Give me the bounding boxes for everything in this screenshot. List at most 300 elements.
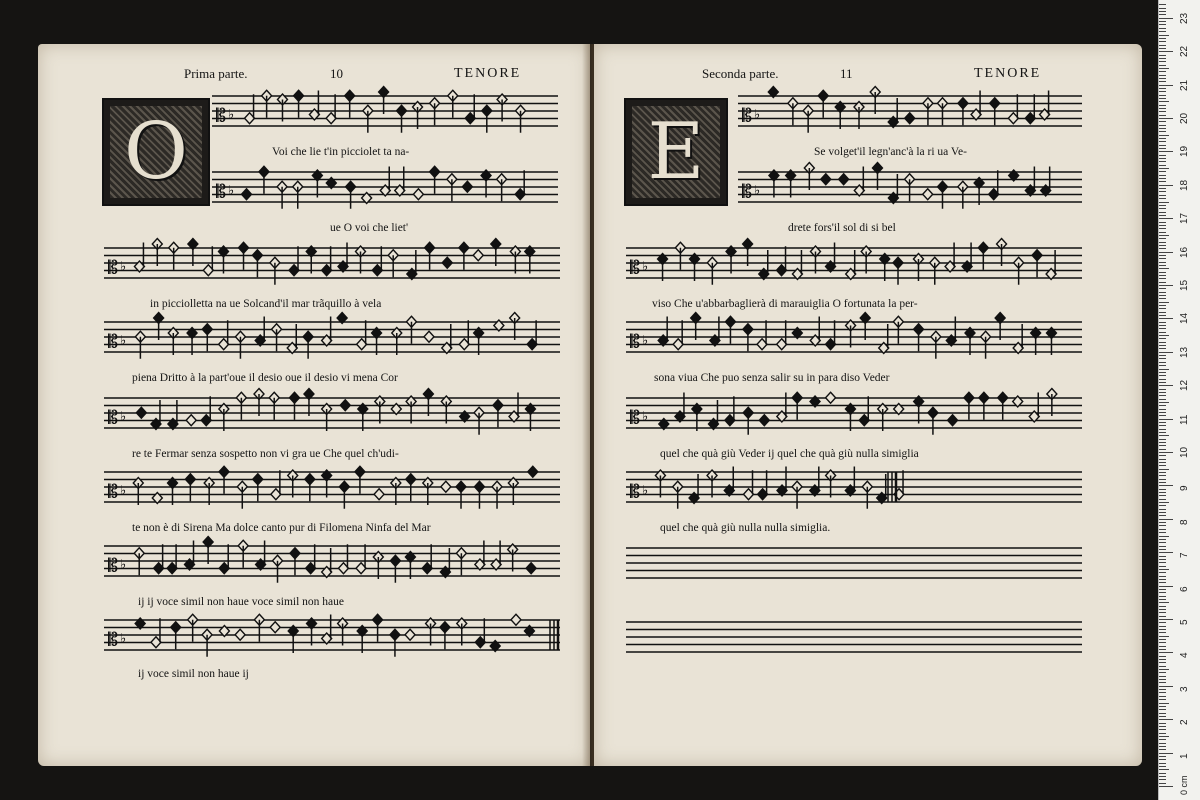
ruler-tick (1159, 512, 1166, 513)
ruler-tick (1159, 305, 1166, 306)
note-head (242, 189, 252, 200)
ruler-tick (1159, 385, 1173, 386)
ruler-tick (1159, 155, 1166, 156)
ruler-tick (1159, 422, 1166, 423)
ruler-tick (1159, 345, 1166, 346)
ruler-tick (1159, 552, 1173, 553)
right-voice-label: TENORE (974, 66, 1042, 81)
ruler-tick (1159, 202, 1169, 203)
ruler-tick (1159, 646, 1166, 647)
left-staff-2 (212, 160, 558, 220)
note-head (424, 331, 434, 342)
right-lyric-line-6: quel che quà giù nulla nulla simiglia. (660, 522, 831, 534)
note-head (442, 257, 452, 268)
right-page-number: 11 (840, 66, 853, 81)
ruler-label: 11 (1179, 414, 1190, 425)
ruler-tick (1159, 95, 1166, 96)
ruler-tick (1159, 502, 1169, 503)
ruler-tick (1159, 662, 1166, 663)
ruler-tick (1159, 586, 1173, 587)
note-head (462, 181, 472, 192)
ruler-tick (1159, 348, 1166, 349)
ruler-tick (1159, 131, 1166, 132)
note-head (923, 189, 933, 200)
ruler-tick (1159, 215, 1166, 216)
left-staff-3 (104, 236, 560, 296)
right-staff-7 (626, 536, 1082, 596)
ruler-tick (1159, 161, 1166, 162)
ruler-tick (1159, 749, 1166, 750)
ruler-tick (1159, 258, 1166, 259)
ruler-tick (1159, 776, 1166, 777)
ruler-tick (1159, 592, 1166, 593)
ruler-tick (1159, 609, 1166, 610)
ruler-tick (1159, 479, 1166, 480)
ruler-tick (1159, 98, 1166, 99)
ruler-tick (1159, 55, 1166, 56)
ruler-tick (1159, 525, 1166, 526)
svg-text:♭: ♭ (642, 333, 649, 349)
ruler-tick (1159, 288, 1166, 289)
note-head (759, 415, 769, 426)
ruler-tick (1159, 101, 1169, 102)
ruler-tick (1159, 475, 1166, 476)
ruler-tick (1159, 325, 1166, 326)
ruler-label: 20 (1179, 112, 1190, 124)
ruler-tick (1159, 569, 1169, 570)
note-head (374, 489, 384, 500)
left-staff-4 (104, 310, 560, 370)
ruler-tick (1159, 679, 1166, 680)
ruler-tick (1159, 75, 1166, 76)
ruler-tick (1159, 375, 1166, 376)
ruler-label: 13 (1179, 346, 1190, 358)
svg-text:♭: ♭ (754, 183, 761, 199)
clef-sign: 𝄡 (108, 257, 119, 279)
ruler-tick (1159, 515, 1166, 516)
ruler-tick (1159, 355, 1166, 356)
right-staff-6 (626, 460, 1082, 520)
ruler-tick (1159, 419, 1173, 420)
ruler-tick (1159, 58, 1166, 59)
ruler-tick (1159, 529, 1166, 530)
ruler-tick (1159, 539, 1166, 540)
ruler-tick (1159, 562, 1166, 563)
ruler-tick (1159, 175, 1166, 176)
clef-sign: 𝄡 (742, 181, 753, 203)
ruler-tick (1159, 716, 1166, 717)
ruler-tick (1159, 242, 1166, 243)
ruler-tick (1159, 472, 1166, 473)
ruler-tick (1159, 61, 1166, 62)
ruler-tick (1159, 85, 1173, 86)
ruler-tick (1159, 779, 1166, 780)
ruler-tick (1159, 435, 1169, 436)
note-head (441, 481, 451, 492)
svg-text:♭: ♭ (120, 333, 127, 349)
ruler-tick (1159, 689, 1166, 690)
ruler-tick (1159, 302, 1169, 303)
ruler-tick (1159, 282, 1166, 283)
note-head (270, 622, 280, 633)
clef-sign: 𝄡 (108, 555, 119, 577)
right-staff-4 (626, 310, 1082, 370)
ruler-tick (1159, 238, 1166, 239)
ruler-tick (1159, 14, 1166, 15)
ruler-tick (1159, 452, 1173, 453)
ruler-tick (1159, 322, 1166, 323)
ruler-tick (1159, 669, 1169, 670)
clef-sign: 𝄡 (630, 407, 641, 429)
ruler-tick (1159, 676, 1166, 677)
left-staff-8 (104, 608, 560, 668)
ruler-tick (1159, 332, 1166, 333)
ruler-tick (1159, 612, 1166, 613)
ruler-tick (1159, 265, 1166, 266)
svg-text:♭: ♭ (120, 409, 127, 425)
ruler-tick (1159, 48, 1166, 49)
ruler-tick (1159, 746, 1166, 747)
ruler-tick (1159, 682, 1166, 683)
note-head (473, 250, 483, 261)
ruler-tick (1159, 135, 1169, 136)
ruler-tick (1159, 616, 1166, 617)
ruler-label: 1 (1179, 753, 1190, 759)
ruler-tick (1159, 18, 1173, 19)
ruler-tick (1159, 235, 1169, 236)
ruler-label: 23 (1179, 12, 1190, 24)
ruler-tick (1159, 8, 1166, 9)
note-head (405, 629, 415, 640)
ruler-tick (1159, 455, 1166, 456)
decorated-initial-o: O (102, 98, 210, 206)
clef-sign: 𝄡 (108, 481, 119, 503)
ruler-tick (1159, 469, 1169, 470)
ruler-tick (1159, 666, 1166, 667)
ruler-tick (1159, 171, 1166, 172)
ruler-tick (1159, 639, 1166, 640)
note-head (905, 113, 915, 124)
ruler-tick (1159, 21, 1166, 22)
ruler-tick (1159, 178, 1166, 179)
ruler-tick (1159, 636, 1169, 637)
ruler-tick (1159, 736, 1169, 737)
note-head (136, 407, 146, 418)
ruler-tick (1159, 656, 1166, 657)
ruler-label: 6 (1179, 586, 1190, 592)
ruler-tick (1159, 759, 1166, 760)
clef-sign: 𝄡 (216, 105, 227, 127)
note-head (235, 629, 245, 640)
ruler-tick (1159, 729, 1166, 730)
ruler-tick (1159, 582, 1166, 583)
ruler-tick (1159, 268, 1169, 269)
ruler-tick (1159, 756, 1166, 757)
ruler-tick (1159, 743, 1166, 744)
note-head (526, 563, 536, 574)
ruler-label: 14 (1179, 313, 1190, 325)
left-lyric-line-4: piena Dritto à la part'oue il desio oue il desio vi mena Cor (132, 372, 398, 384)
ruler-tick (1159, 28, 1166, 29)
ruler-tick (1159, 739, 1166, 740)
ruler-tick (1159, 773, 1166, 774)
clef-sign: 𝄡 (630, 331, 641, 353)
left-voice-label: TENORE (454, 66, 522, 81)
ruler-tick (1159, 626, 1166, 627)
ruler-label: 22 (1179, 46, 1190, 58)
ruler-tick (1159, 442, 1166, 443)
ruler-tick (1159, 372, 1166, 373)
note-head (528, 466, 538, 477)
ruler-tick (1159, 298, 1166, 299)
left-lyric-line-7: ij ij voce simil non haue voce simil non haue (138, 596, 345, 608)
ruler-tick (1159, 165, 1166, 166)
ruler-tick (1159, 365, 1166, 366)
ruler-tick (1159, 622, 1166, 623)
ruler-tick (1159, 65, 1166, 66)
ruler-tick (1159, 672, 1166, 673)
ruler-tick (1159, 188, 1166, 189)
ruler-label: 5 (1179, 619, 1190, 625)
right-lyric-line-4: sona viua Che puo senza salir su in para diso Veder (654, 372, 890, 384)
ruler-label: 3 (1179, 686, 1190, 692)
svg-text:♭: ♭ (120, 631, 127, 647)
ruler-tick (1159, 429, 1166, 430)
ruler-tick (1159, 88, 1166, 89)
ruler-tick (1159, 509, 1166, 510)
ruler-tick (1159, 602, 1169, 603)
ruler-tick (1159, 275, 1166, 276)
ruler-tick (1159, 769, 1169, 770)
ruler-tick (1159, 262, 1166, 263)
ruler-tick (1159, 449, 1166, 450)
ruler-label: 18 (1179, 179, 1190, 191)
ruler-label: 2 (1179, 719, 1190, 726)
ruler-label: 19 (1179, 146, 1190, 158)
note-head (839, 174, 849, 185)
ruler-tick (1159, 358, 1166, 359)
ruler-tick (1159, 783, 1166, 784)
clef-sign: 𝄡 (108, 331, 119, 353)
ruler-unit: 0 cm (1179, 775, 1189, 795)
left-lyric-line-8: ij voce simil non haue ij (138, 668, 249, 680)
ruler-tick (1159, 292, 1166, 293)
ruler-tick (1159, 766, 1166, 767)
left-lyric-line-2: ue O voi che liet' (330, 222, 409, 234)
ruler-tick (1159, 599, 1166, 600)
ruler-tick (1159, 208, 1166, 209)
ruler-tick (1159, 389, 1166, 390)
left-staff-6 (104, 460, 560, 520)
ruler-tick (1159, 405, 1166, 406)
note-head (340, 400, 350, 411)
ruler-tick (1159, 218, 1173, 219)
ruler-label: 15 (1179, 279, 1190, 291)
note-head (826, 392, 836, 403)
ruler-tick (1159, 519, 1173, 520)
ruler-tick (1159, 559, 1166, 560)
ruler-tick (1159, 118, 1173, 119)
ruler-tick (1159, 38, 1166, 39)
svg-text:♭: ♭ (120, 259, 127, 275)
ruler-tick (1159, 31, 1166, 32)
ruler-tick (1159, 556, 1166, 557)
ruler-tick (1159, 522, 1166, 523)
ruler-tick (1159, 272, 1166, 273)
ruler-tick (1159, 579, 1166, 580)
ruler-tick (1159, 692, 1166, 693)
ruler-tick (1159, 222, 1166, 223)
ruler-tick (1159, 225, 1166, 226)
ruler-tick (1159, 369, 1169, 370)
svg-text:♭: ♭ (642, 483, 649, 499)
ruler-label: 7 (1179, 552, 1190, 559)
ruler-tick (1159, 649, 1166, 650)
ruler-tick (1159, 489, 1166, 490)
clef-sign: 𝄡 (630, 481, 641, 503)
ruler-tick (1159, 312, 1166, 313)
ruler-tick (1159, 572, 1166, 573)
ruler-tick (1159, 295, 1166, 296)
right-lyric-line-1: Se volget'il legn'anc'à la ri ua Ve- (814, 146, 967, 158)
ruler-tick (1159, 719, 1173, 720)
ruler-label: 16 (1179, 246, 1190, 258)
ruler-tick (1159, 212, 1166, 213)
ruler-tick (1159, 111, 1166, 112)
ruler-tick (1159, 642, 1166, 643)
ruler-tick (1159, 596, 1166, 597)
ruler-tick (1159, 703, 1169, 704)
right-part-label: Seconda parte. (702, 66, 779, 81)
ruler-tick (1159, 499, 1166, 500)
ruler-tick (1159, 546, 1166, 547)
ruler-label: 12 (1179, 380, 1190, 392)
left-staff-1 (212, 84, 558, 144)
ruler-tick (1159, 409, 1166, 410)
ruler-tick (1159, 492, 1166, 493)
ruler-tick (1159, 696, 1166, 697)
ruler-tick (1159, 181, 1166, 182)
ruler-tick (1159, 733, 1166, 734)
ruler-tick (1159, 576, 1166, 577)
ruler-label: 10 (1179, 446, 1190, 458)
ruler-tick (1159, 606, 1166, 607)
ruler-tick (1159, 459, 1166, 460)
ruler-tick (1159, 589, 1166, 590)
clef-sign: 𝄡 (742, 105, 753, 127)
ruler-tick (1159, 151, 1173, 152)
ruler-tick (1159, 412, 1166, 413)
ruler-tick (1159, 138, 1166, 139)
ruler-tick (1159, 619, 1173, 620)
note-head (186, 415, 196, 426)
svg-text:♭: ♭ (228, 183, 235, 199)
ruler-tick (1159, 278, 1166, 279)
ruler-tick (1159, 652, 1173, 653)
ruler-label: 17 (1179, 213, 1190, 225)
ruler-tick (1159, 395, 1166, 396)
ruler-tick (1159, 51, 1173, 52)
ruler-tick (1159, 81, 1166, 82)
ruler-tick (1159, 248, 1166, 249)
left-staff-7 (104, 534, 560, 594)
ruler-tick (1159, 439, 1166, 440)
svg-text:♭: ♭ (228, 107, 235, 123)
ruler-tick (1159, 71, 1166, 72)
ruler-tick (1159, 432, 1166, 433)
ruler-tick (1159, 128, 1166, 129)
ruler-tick (1159, 108, 1166, 109)
right-staff-1 (738, 84, 1082, 144)
ruler-tick (1159, 536, 1169, 537)
ruler-tick (1159, 786, 1173, 787)
ruler-tick (1159, 141, 1166, 142)
ruler-tick (1159, 4, 1166, 5)
right-lyric-line-3: viso Che u'abbarbaglierà di marauiglia O fortunata la per- (652, 298, 918, 310)
ruler-tick (1159, 195, 1166, 196)
left-part-label: Prima parte. (184, 66, 248, 81)
ruler-tick (1159, 68, 1169, 69)
ruler-tick (1159, 465, 1166, 466)
ruler-tick (1159, 338, 1166, 339)
ruler-label: 9 (1179, 485, 1190, 492)
ruler-tick (1159, 125, 1166, 126)
right-staff-5 (626, 386, 1082, 446)
left-lyric-line-1: Voi che lie t'in picciolet ta na- (272, 146, 410, 158)
ruler-tick (1159, 542, 1166, 543)
ruler-tick (1159, 228, 1166, 229)
ruler-tick (1159, 713, 1166, 714)
ruler-tick (1159, 699, 1166, 700)
ruler-tick (1159, 121, 1166, 122)
ruler-tick (1159, 659, 1166, 660)
ruler-label: 8 (1179, 519, 1190, 525)
right-lyric-line-2: drete fors'il sol di si bel (788, 222, 896, 234)
clef-sign: 𝄡 (108, 407, 119, 429)
ruler-tick (1159, 11, 1166, 12)
ruler-tick (1159, 532, 1166, 533)
ruler-tick (1159, 763, 1166, 764)
ruler-tick (1159, 91, 1166, 92)
ruler-tick (1159, 24, 1166, 25)
ruler-tick (1159, 482, 1166, 483)
left-page-number: 10 (330, 66, 343, 81)
clef-sign: 𝄡 (108, 629, 119, 651)
ruler-tick (1159, 549, 1166, 550)
svg-text:♭: ♭ (120, 483, 127, 499)
right-staff-3 (626, 236, 1082, 296)
svg-text:♭: ♭ (754, 107, 761, 123)
right-staff-8 (626, 610, 1082, 670)
ruler-tick (1159, 352, 1173, 353)
ruler-tick (1159, 148, 1166, 149)
ruler-tick (1159, 115, 1166, 116)
svg-text:♭: ♭ (642, 409, 649, 425)
ruler-tick (1159, 402, 1169, 403)
ruler-tick (1159, 198, 1166, 199)
right-lyric-line-5: quel che quà giù Veder ij quel che quà giù nulla simiglia (660, 448, 919, 460)
ruler-tick (1159, 168, 1169, 169)
ruler-tick (1159, 362, 1166, 363)
ruler-label: 4 (1179, 652, 1190, 659)
decorated-initial-e: E (624, 98, 728, 206)
ruler-tick (1159, 505, 1166, 506)
ruler-tick (1159, 145, 1166, 146)
svg-text:♭: ♭ (120, 557, 127, 573)
ruler-tick (1159, 158, 1166, 159)
ruler-tick (1159, 425, 1166, 426)
ruler-tick (1159, 335, 1169, 336)
